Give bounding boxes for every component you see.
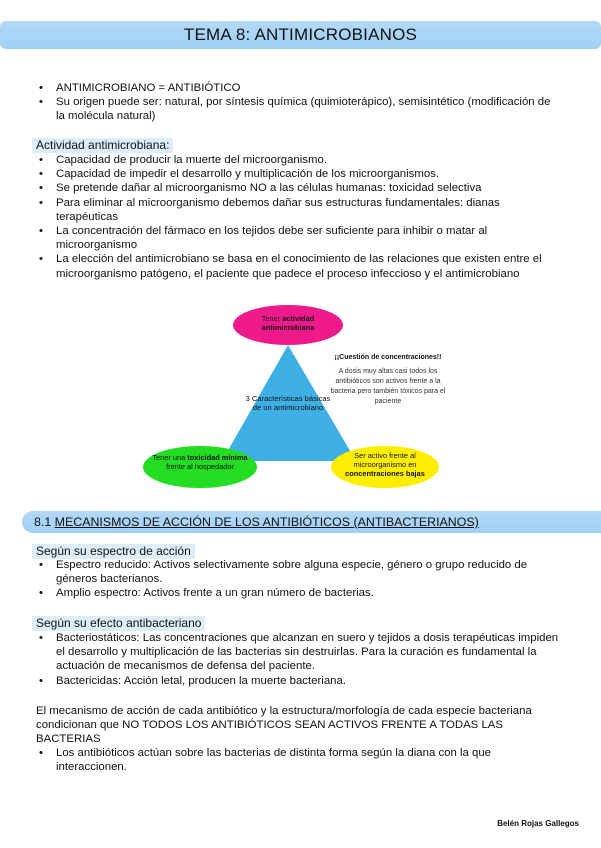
list-item: • Capacidad de producir la muerte del microorganismo.: [36, 153, 556, 167]
list-item: • Su origen puede ser: natural, por síntesis química (quimioterápico), semisintético (modificación de la molécula natural): [36, 95, 556, 123]
heading-espectro: Según su espectro de acción: [32, 544, 195, 559]
list-item: • Amplio espectro: Activos frente a un gran número de bacterias.: [36, 586, 561, 600]
list-item: • Se pretende dañar al microorganismo NO a las células humanas: toxicidad selectiva: [36, 181, 556, 195]
list-item: • La concentración del fármaco en los tejidos debe ser suficiente para inhibir o matar al microorganismo: [36, 224, 556, 252]
heading-actividad: Actividad antimicrobiana:: [32, 138, 173, 153]
list-item: • Capacidad de impedir el desarrollo y multiplicación de los microorganismos.: [36, 167, 556, 181]
list-item: • Espectro reducido: Activos selectivamente sobre alguna especie, género o grupo reducido de géneros bacterianos.: [36, 558, 561, 586]
note-body: A dosis muy altas casi todos los antibióticos son activos frente a la bacteria pero también tóxicos para el paciente: [330, 368, 446, 405]
section-title: 8.1 MECANISMOS DE ACCIÓN DE LOS ANTIBIÓTICOS (ANTIBACTERIANOS): [34, 515, 479, 529]
characteristics-diagram: [130, 303, 470, 493]
efecto-list: [36, 631, 561, 688]
diagram-center-label: 3 Características básicas de un antimicrobiano: [245, 394, 331, 412]
ellipse-right-label: Ser activo frente al microorganismo en concentraciones bajas: [345, 451, 425, 478]
note-title: ¡¡Cuestión de concentraciones!!: [334, 354, 442, 361]
list-item: • Bactericidas: Acción letal, producen la muerte bacteriana.: [36, 674, 561, 688]
list-item: • La elección del antimicrobiano se basa en el conocimiento de las relaciones que existen entre el microorganismo patógeno, el paciente que padece el proceso infeccioso y el antimicrobiano: [36, 252, 556, 280]
title-bar: [0, 21, 601, 49]
ellipse-top-label: Tener actividad antimicrobiana: [261, 314, 315, 332]
ellipse-left-label: Tener una toxicidad mínima frente al hospedador: [152, 453, 248, 471]
author-footer: Belén Rojas Gallegos: [497, 819, 579, 828]
espectro-list: [36, 558, 561, 601]
list-item: • Bacteriostáticos: Las concentraciones que alcanzan en suero y tejidos a dosis terapéuticas impiden el desarrollo y multiplicación de las bacterias sin destruirlas. Para la curación es fundamental la actuación de mecanismos de defensa del paciente.: [36, 631, 561, 674]
list-item: • Para eliminar al microorganismo debemos dañar sus estructuras fundamentales: dianas terapéuticas: [36, 196, 556, 224]
list-item: • ANTIMICROBIANO = ANTIBIÓTICO: [36, 81, 556, 95]
closing-paragraph: El mecanismo de acción de cada antibiótico y la estructura/morfología de cada especie bacteriana condicionan que NO TODOS LOS ANTIBIÓTICOS SEAN ACTIVOS FRENTE A TODAS LAS BACTERIAS: [36, 705, 532, 746]
section-bar: [22, 511, 601, 533]
heading-efecto: Según su efecto antibacteriano: [32, 616, 205, 631]
intro-list: [36, 81, 556, 124]
closing-list: [36, 746, 561, 774]
list-item: • Los antibióticos actúan sobre las bacterias de distinta forma según la diana con la que interaccionen.: [36, 746, 561, 774]
page-title: TEMA 8: ANTIMICROBIANOS: [183, 25, 418, 44]
actividad-list: [36, 153, 556, 281]
